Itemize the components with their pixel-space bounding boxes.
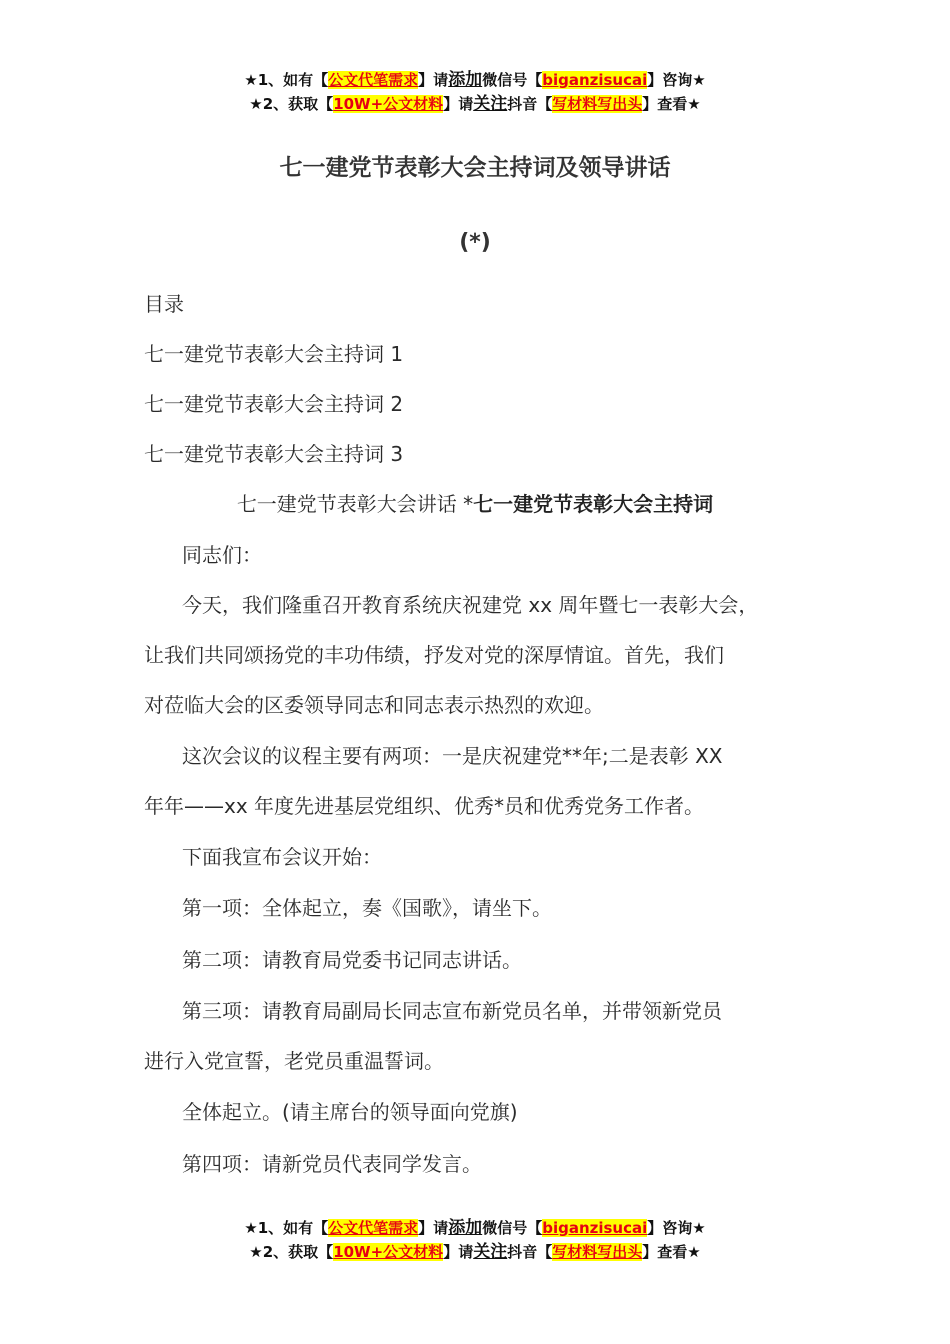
- highlight-text: 写材料写出头: [552, 1243, 643, 1261]
- banner-text: ★2、获取【: [249, 1243, 334, 1261]
- paragraph-line: 让我们共同颂扬党的丰功伟绩，抒发对党的深厚情谊。首先，我们: [144, 643, 724, 667]
- banner-line-1: [0, 68, 950, 92]
- paragraph-line: 第四项：请新党员代表同学发言。: [182, 1152, 482, 1176]
- banner-text: 微信号【: [482, 1219, 543, 1237]
- banner-text: 】咨询★: [647, 71, 706, 89]
- emphasis-text: 关注: [473, 1242, 508, 1262]
- paragraph-line: 同志们：: [182, 543, 262, 567]
- paragraph-line: 第三项：请教育局副局长同志宣布新党员名单，并带领新党员: [182, 999, 722, 1023]
- toc-item: 七一建党节表彰大会讲话 *: [236, 492, 474, 516]
- document-subtitle: (*): [459, 230, 491, 255]
- highlight-text: 10W+公文材料: [333, 95, 444, 113]
- paragraph-line: 这次会议的议程主要有两项：一是庆祝建党**年;二是表彰 XX: [182, 744, 723, 768]
- paragraph-line: 年年——xx 年度先进基层党组织、优秀*员和优秀党务工作者。: [144, 794, 705, 818]
- paragraph-line: 进行入党宣誓，老党员重温誓词。: [144, 1049, 444, 1073]
- highlight-text: biganzisucai: [542, 1219, 648, 1237]
- highlight-text: biganzisucai: [542, 71, 648, 89]
- paragraph-line: 下面我宣布会议开始：: [182, 845, 382, 869]
- toc-item: 七一建党节表彰大会主持词 2: [144, 392, 404, 416]
- banner-line-2: [0, 1240, 950, 1264]
- emphasis-text: 添加: [448, 1218, 483, 1238]
- banner-text: 】请: [443, 1243, 474, 1261]
- banner-text: ★1、如有【: [244, 1219, 329, 1237]
- paragraph-line: 对莅临大会的区委领导同志和同志表示热烈的欢迎。: [144, 693, 604, 717]
- paragraph-line: 第二项：请教育局党委书记同志讲话。: [182, 948, 522, 972]
- banner-line-1: [0, 1216, 950, 1240]
- banner-text: 】请: [418, 1219, 449, 1237]
- toc-heading: 目录: [144, 292, 184, 316]
- paragraph-line: 全体起立。(请主席台的领导面向党旗): [182, 1100, 518, 1124]
- banner-line-2: [0, 92, 950, 116]
- emphasis-text: 关注: [473, 94, 508, 114]
- banner-text: ★1、如有【: [244, 71, 329, 89]
- banner-text: 】查看★: [642, 95, 701, 113]
- emphasis-text: 添加: [448, 70, 483, 90]
- banner-text: 抖音【: [507, 95, 553, 113]
- paragraph-line: 第一项：全体起立，奏《国歌》，请坐下。: [182, 896, 552, 920]
- banner-text: 微信号【: [482, 71, 543, 89]
- banner-text: 】查看★: [642, 1243, 701, 1261]
- banner-text: 】请: [418, 71, 449, 89]
- highlight-text: 公文代笔需求: [328, 71, 419, 89]
- toc-item: 七一建党节表彰大会主持词 3: [144, 442, 404, 466]
- banner-text: ★2、获取【: [249, 95, 334, 113]
- header-banner: [0, 68, 950, 116]
- toc-last-line: [0, 489, 950, 519]
- banner-text: 抖音【: [507, 1243, 553, 1261]
- highlight-text: 公文代笔需求: [328, 1219, 419, 1237]
- document-title: 七一建党节表彰大会主持词及领导讲话: [279, 155, 671, 181]
- highlight-text: 10W+公文材料: [333, 1243, 444, 1261]
- banner-text: 】咨询★: [647, 1219, 706, 1237]
- paragraph-line: 今天，我们隆重召开教育系统庆祝建党 xx 周年暨七一表彰大会，: [182, 593, 759, 617]
- toc-item: 七一建党节表彰大会主持词 1: [144, 342, 404, 366]
- section-heading: 七一建党节表彰大会主持词: [473, 492, 714, 516]
- footer-banner: [0, 1216, 950, 1264]
- highlight-text: 写材料写出头: [552, 95, 643, 113]
- banner-text: 】请: [443, 95, 474, 113]
